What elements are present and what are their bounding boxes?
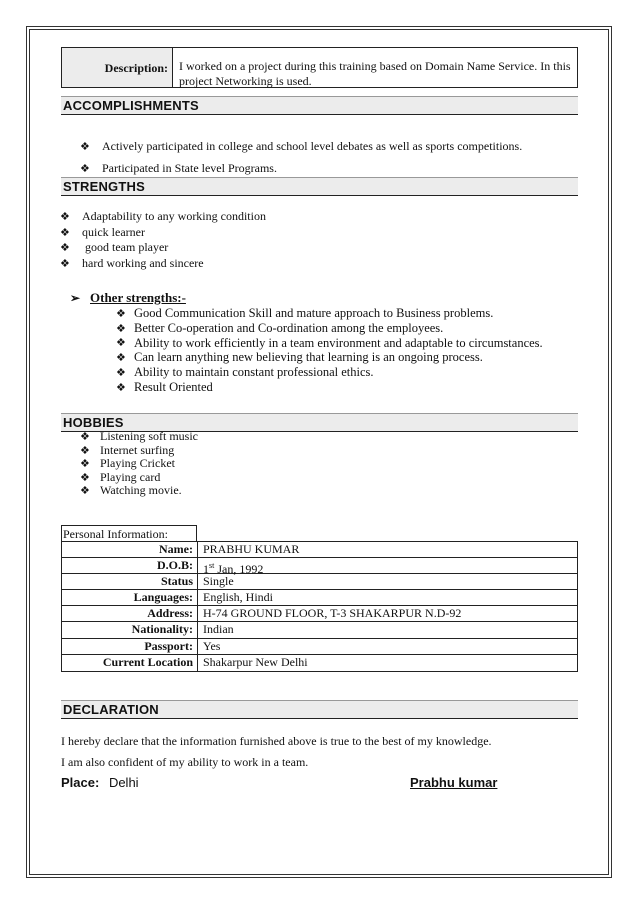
bullet-icon: ❖ (80, 458, 90, 471)
dob-day: 1 (203, 562, 209, 577)
list-item (80, 430, 198, 444)
bullet-icon: ❖ (60, 257, 70, 270)
bullet-icon: ❖ (80, 471, 90, 484)
list-item-text: Better Co-operation and Co-ordination among the employees. (134, 320, 444, 335)
strengths-list (60, 209, 266, 271)
accomplishments-heading: ACCOMPLISHMENTS (61, 96, 578, 115)
field-key: Languages: (62, 590, 198, 605)
personal-info-caption: Personal Information: (61, 525, 197, 542)
list-item (116, 336, 543, 351)
table-row (62, 655, 577, 671)
bullet-icon: ❖ (80, 162, 90, 175)
field-key: Nationality: (62, 622, 198, 637)
bullet-icon: ❖ (80, 485, 90, 498)
bullet-icon: ❖ (60, 242, 70, 255)
list-item (60, 240, 266, 256)
other-strengths-title: Other strengths:- (90, 290, 186, 305)
list-item-text: Ability to maintain constant professional ethics. (134, 365, 374, 380)
list-item (116, 321, 543, 336)
accomplishments-list (80, 135, 522, 179)
list-item (80, 484, 198, 498)
other-strengths-heading (70, 290, 186, 306)
field-key: Status (62, 574, 198, 589)
table-row (62, 622, 577, 638)
table-row (62, 574, 577, 590)
list-item (80, 135, 522, 157)
bullet-icon: ❖ (116, 337, 126, 350)
list-item (116, 350, 543, 365)
list-item-text: Can learn anything new believing that learning is an ongoing process. (134, 350, 483, 365)
list-item-text: Playing card (100, 469, 161, 484)
field-value: PRABHU KUMAR (203, 542, 300, 556)
hobbies-heading: HOBBIES (61, 413, 578, 432)
description-text: I worked on a project during this training based on Domain Name Service. In this project Networking is used. (179, 59, 571, 88)
list-item (60, 256, 266, 272)
field-key: Current Location (62, 655, 198, 671)
list-item-text: Adaptability to any working condition (82, 209, 266, 224)
list-item-text: Listening soft music (100, 429, 198, 444)
table-row (62, 542, 577, 558)
bullet-icon: ❖ (116, 307, 126, 320)
field-value (198, 558, 577, 577)
bullet-icon: ❖ (80, 140, 90, 153)
field-value: Shakarpur New Delhi (203, 654, 308, 669)
place-value: Delhi (108, 775, 139, 790)
field-value: H-74 GROUND FLOOR, T-3 SHAKARPUR N.D-92 (203, 606, 462, 621)
field-key: Address: (62, 606, 198, 621)
list-item (60, 225, 266, 241)
arrow-bullet-icon: ➢ (70, 290, 81, 305)
field-key: D.O.B: (62, 558, 198, 573)
personal-info-table (61, 541, 578, 672)
list-item-text: good team player (82, 240, 169, 255)
list-item (80, 471, 198, 485)
list-item-text: Result Oriented (134, 379, 213, 394)
bullet-icon: ❖ (116, 352, 126, 365)
field-value: Indian (203, 622, 234, 637)
field-value: Single (203, 574, 234, 589)
strengths-heading: STRENGTHS (61, 177, 578, 196)
list-item-text: Watching movie. (100, 483, 182, 498)
list-item-text: Playing Cricket (100, 456, 175, 471)
list-item-text: hard working and sincere (82, 255, 204, 270)
bullet-icon: ❖ (60, 226, 70, 239)
field-value: Yes (203, 638, 221, 653)
bullet-icon: ❖ (60, 211, 70, 224)
description-label: Description: (62, 48, 173, 87)
field-key: Name: (62, 542, 198, 557)
bullet-icon: ❖ (80, 444, 90, 457)
declaration-line-2: I am also confident of my ability to work in a team. (61, 755, 309, 769)
dob-ordinal: st (209, 561, 215, 571)
signature-row (61, 775, 578, 790)
hobbies-list (80, 430, 198, 498)
table-row (62, 606, 577, 622)
table-row (62, 590, 577, 606)
list-item (116, 365, 543, 380)
list-item (116, 306, 543, 321)
list-item (60, 209, 266, 225)
declaration-heading: DECLARATION (61, 700, 578, 719)
other-strengths-list (116, 306, 543, 395)
bullet-icon: ❖ (80, 431, 90, 444)
list-item-text: Internet surfing (100, 442, 175, 457)
description-table (61, 47, 578, 88)
field-key: Passport: (62, 639, 198, 654)
list-item-text: Participated in State level Programs. (102, 160, 277, 175)
bullet-icon: ❖ (116, 381, 126, 394)
list-item-text: quick learner (82, 224, 145, 239)
field-value: English, Hindi (203, 590, 274, 605)
list-item (116, 380, 543, 395)
bullet-icon: ❖ (116, 322, 126, 335)
place-label: Place: (61, 775, 100, 790)
dob-rest: Jan, 1992 (214, 562, 264, 577)
bullet-icon: ❖ (116, 367, 126, 380)
list-item (80, 457, 198, 471)
list-item-text: Actively participated in college and school level debates as well as sports competitions. (102, 138, 523, 153)
declaration-line-1: I hereby declare that the information furnished above is true to the best of my knowledge. (61, 734, 492, 748)
list-item-text: Ability to work efficiently in a team environment and adaptable to circumstances. (134, 335, 543, 350)
table-row (62, 558, 577, 577)
list-item (80, 444, 198, 458)
list-item (80, 157, 522, 179)
signature-name: Prabhu kumar (410, 775, 498, 790)
table-row (62, 639, 577, 655)
list-item-text: Good Communication Skill and mature approach to Business problems. (134, 305, 494, 320)
